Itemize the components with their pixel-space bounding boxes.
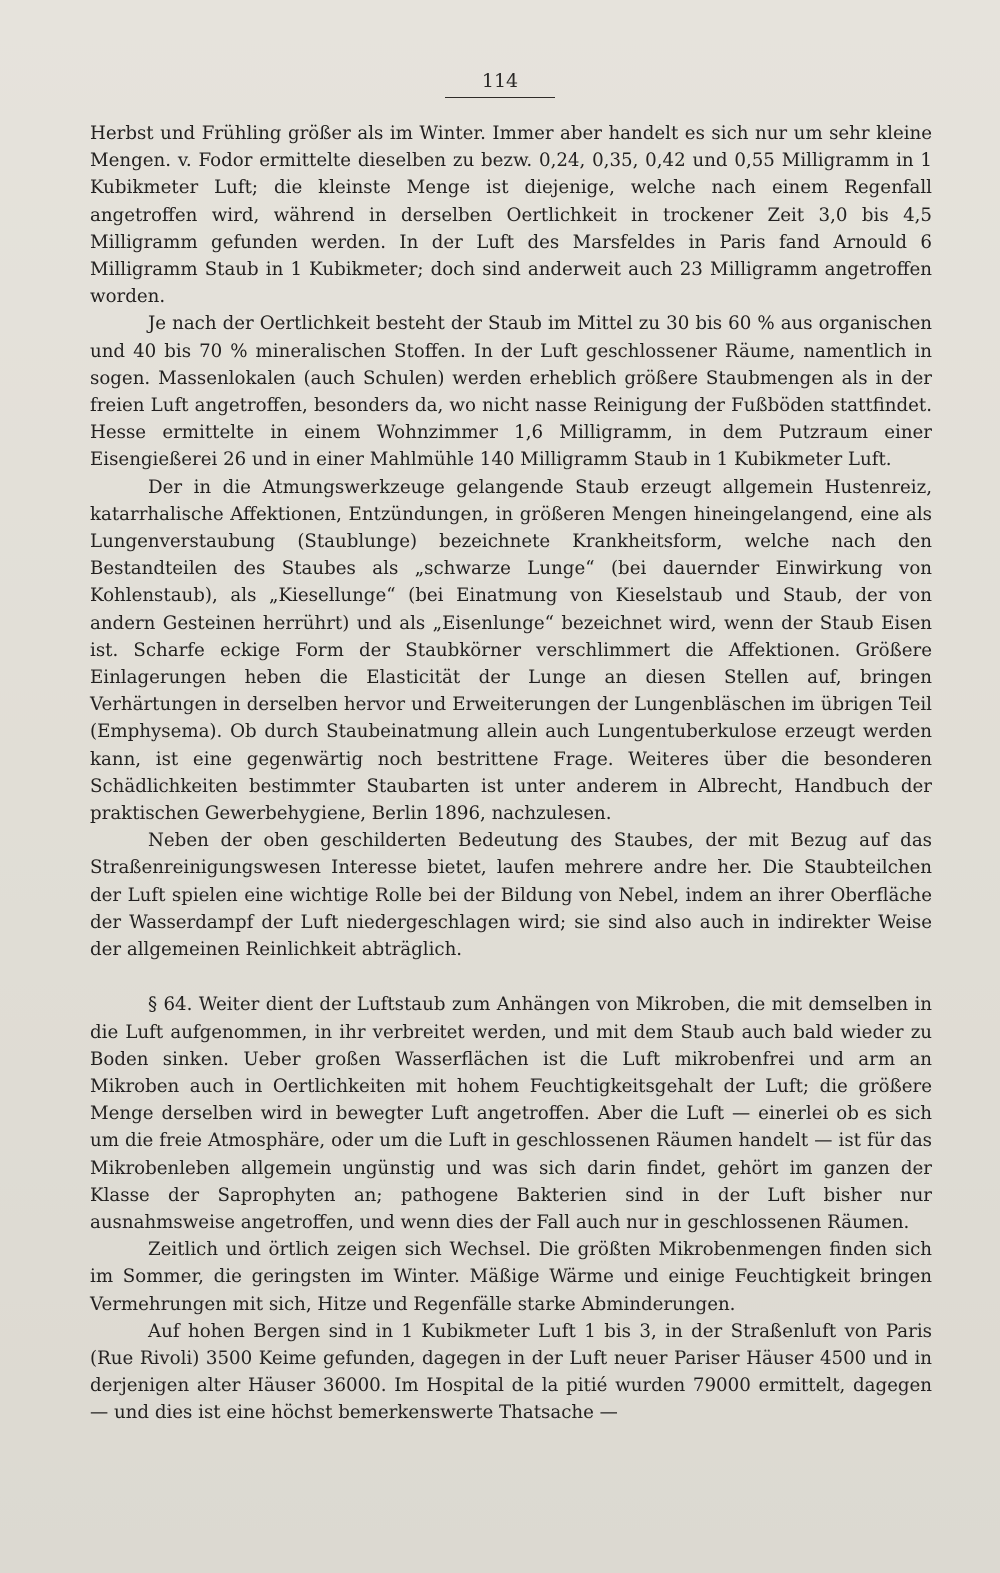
paragraph: Neben der oben geschilderten Bedeutung des Staubes, der mit Bezug auf das Straßenreinigungswesen Interesse bietet, laufen mehrere andre her. Die Staubteilchen der Luft spielen eine wichtige Rolle bei der Bildung von Nebel, indem an ihrer Oberfläche der Wasserdampf der Luft niedergeschlagen wird; sie sind also auch in indirekter Weise der allgemeinen Reinlichkeit abträglich.	[90, 830, 932, 961]
paragraph: Der in die Atmungswerkzeuge gelangende Staub erzeugt allgemein Hustenreiz, katarrhalische Affektionen, Entzündungen, in größeren Mengen hineingelangend, eine als Lungenverstaubung (Staublunge) bezeichnete Krankheitsform, welche nach den Bestandteilen des Staubes als „schwarze Lunge“ (bei dauernder Einwirkung von Kohlenstaub), als „Kiesellunge“ (bei Einatmung von Kieselstaub und Staub, der von andern Gesteinen herrührt) und als „Eisenlunge“ bezeichnet wird, wenn der Staub Eisen ist. Scharfe eckige Form der Staubkörner verschlimmert die Affektionen. Größere Einlagerungen heben die Elasticität der Lunge an diesen Stellen auf, bringen Verhärtungen in derselben hervor und Erweiterungen der Lungenbläschen im übrigen Teil (Emphysema). Ob durch Staubeinatmung allein auch Lungentuberkulose erzeugt werden kann, ist eine gegenwärtig noch bestrittene Frage. Weiteres über die besonderen Schädlichkeiten bestimmter Staubarten ist unter anderem in Albrecht, Handbuch der praktischen Gewerbehygiene, Berlin 1896, nachzulesen.	[90, 476, 932, 825]
page-number: 114	[481, 70, 519, 92]
paragraph: Zeitlich und örtlich zeigen sich Wechsel. Die größten Mikrobenmengen finden sich im Sommer, die geringsten im Winter. Mäßige Wärme und einige Feuchtigkeit bringen Vermehrungen mit sich, Hitze und Regenfälle starke Abminderungen.	[90, 1239, 932, 1315]
paragraph: Auf hohen Bergen sind in 1 Kubikmeter Luft 1 bis 3, in der Straßenluft von Paris (Rue Rivoli) 3500 Keime gefunden, dagegen in der Luft neuer Pariser Häuser 4500 und in derjenigen alter Häuser 36000. Im Hospital de la pitié wurden 79000 ermittelt, dagegen — und dies ist eine höchst bemerkenswerte Thatsache —	[90, 1320, 932, 1424]
section-paragraph: § 64. Weiter dient der Luftstaub zum Anhängen von Mikroben, die mit demselben in die Luft aufgenommen, in ihr verbreitet werden, und mit dem Staub auch bald wieder zu Boden sinken. Ueber großen Wasserflächen ist die Luft mikrobenfrei und arm an Mikroben auch in Oertlichkeiten mit hohem Feuchtigkeitsgehalt der Luft; die größere Menge derselben wird in bewegter Luft angetroffen. Aber die Luft — einerlei ob es sich um die freie Atmosphäre, oder um die Luft in geschlossenen Räumen handelt — ist für das Mikrobenleben allgemein ungünstig und was sich darin findet, gehört im ganzen der Klasse der Saprophyten an; pathogene Bakterien sind in der Luft bisher nur ausnahmsweise angetroffen, und wenn dies der Fall auch nur in geschlossenen Räumen.	[90, 994, 932, 1233]
page-number-rule	[445, 97, 555, 98]
paragraph-continued: Herbst und Frühling größer als im Winter. Immer aber handelt es sich nur um sehr kleine Mengen. v. Fodor ermittelte dieselben zu bezw. 0,24, 0,35, 0,42 und 0,55 Milligramm in 1 Kubikmeter Luft; die kleinste Menge ist diejenige, welche nach einem Regenfall angetroffen wird, während in derselben Oertlichkeit in trockener Zeit 3,0 bis 4,5 Milligramm gefunden werden. In der Luft des Marsfeldes in Paris fand Arnould 6 Milligramm Staub in 1 Kubikmeter; doch sind anderweit auch 23 Milligramm angetroffen worden.	[90, 123, 932, 308]
body-text	[90, 120, 932, 1427]
paragraph: Je nach der Oertlichkeit besteht der Staub im Mittel zu 30 bis 60 % aus organischen und 40 bis 70 % mineralischen Stoffen. In der Luft geschlossener Räume, namentlich in sogen. Massenlokalen (auch Schulen) werden erheblich größere Staubmengen als in der freien Luft angetroffen, besonders da, wo nicht nasse Reinigung der Fußböden stattfindet. Hesse ermittelte in einem Wohnzimmer 1,6 Milligramm, in dem Putzraum einer Eisengießerei 26 und in einer Mahlmühle 140 Milligramm Staub in 1 Kubikmeter Luft.	[90, 313, 932, 471]
